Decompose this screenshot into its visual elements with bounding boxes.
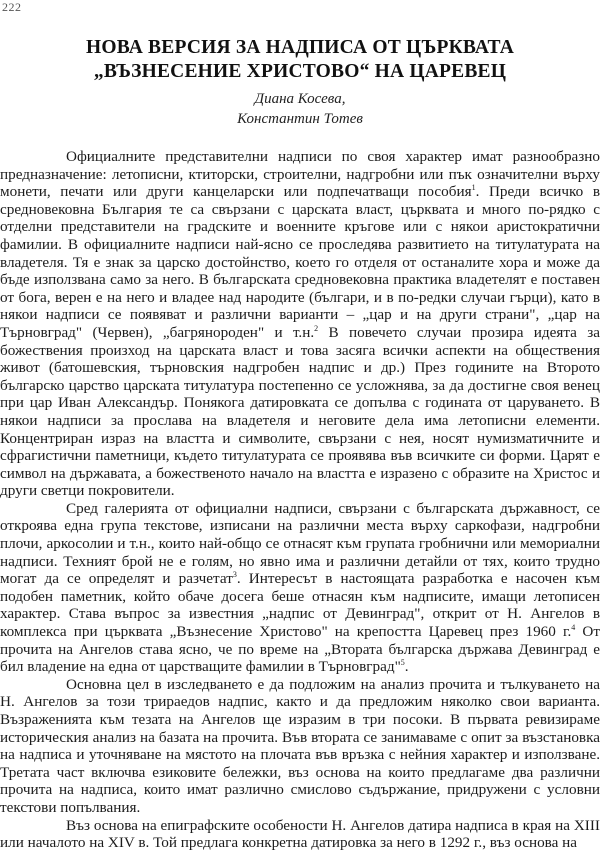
paragraph-text: В повечето случаи прозира идеята за божествения произход на царската власт и това засяга всички аспекти на обществения живот (батошевския, търновския надгробен надпис и др.) През годините на Второто българско царство царската титулатура постепенно се усложнява, за да достигне своя венец при цар Иван Александър. Понякога датировката се допълва с годината от царуването. В някои надписи за прослава на владетеля и неговите дела има летописни елементи. Концентриран израз на властта и символите, свързани с нея, носят нумизматичните и сфрагистични паметници, където титулатурата се проявява във всичките си форми. Царят е символ на държавата, а божественото начало на властта е изразено с образите на Христос и други светци покровители. [0,323,600,500]
author-1: Диана Косева, [254,91,346,107]
paragraph-text: От прочита на Ангелов става ясно, че по време на „Втората българска държава Девинград е бил владение на една от царстващите фамилии в Търновград" [0,623,600,676]
author-2: Константин Тотев [237,111,363,127]
paragraph-text: . Преди всичко в средновековна България те са свързани с царската власт, църквата и много по-рядко с отделни представители на градските и военните кръгове или с някои аристократични фамилии. В официалните надписи най-ясно се проследява развитието на титулатурата на владетеля. Тя е знак за царско достойнство, което го отделя от останалите хора и може да бъде използвана само за него. В българската средновековна практика владетелят е поставен от бога, верен е на него и владее над народите (българи, и в по-редки случаи гърци), като в някои надписи се появяват и различни варианти – „цар и на други страни", „цар на Търновград" (Червен), „багрянороден" и т.н. [0,183,600,341]
footnote-ref[interactable]: 2 [314,323,319,333]
article-title-line-1: НОВА ВЕРСИЯ ЗА НАДПИСА ОТ ЦЪРКВАТА [85,37,514,58]
page-number: 222 [2,0,22,14]
paragraph-text: . Интересът в настоящата разработка е насочен към подобен паметник, който обаче досега беше отнасян към надписите, имащи летописен характер. Става въпрос за известния „надпис от Девинград", открит от Н. Ангелов в комплекса при църквата „Възнесение Христово" на крепостта Царевец през 1960 г. [0,570,600,641]
paragraph-text: Въз основа на епиграфските особености Н. Ангелов датира надписа в края на XIII или началото на XIV в. Той предлага конкретна датировка за него в 1292 г., въз основа на [0,816,600,852]
paragraph-text: Официалните представителни надписи по своя характер имат разнообразно предназначение: летописни, ктиторски, строителни, надгробни или пък означителни върху монети, печати или други канцеларски или подпечатващи пособия [0,148,600,201]
article-title-line-2: „ВЪЗНЕСЕНИЕ ХРИСТОВО“ НА ЦАРЕВЕЦ [93,61,507,82]
paragraph-2 [0,500,600,676]
paragraph-4 [0,817,600,852]
article-body [0,148,600,852]
footnote-ref[interactable]: 1 [471,183,476,193]
paragraph-text: . [404,658,409,676]
paragraph-3 [0,676,600,817]
paragraph-text: Основна цел в изследването е да подложим на анализ прочита и тълкуването на Н. Ангелов за този трираедов надпис, както и да предложим няколко свои варианта. Възраженията към тезата на Ангелов ще изразим в три посоки. В първата ревизираме историческия анализ на базата на прочита. Във втората се занимаваме с опит за възстановка на надписа и уточняване на мястото на плочата във връзка с нейния характер и използване. Третата част включва езиковите бележки, въз основа на които предлагаме два различни прочита на надписа, които имат различно смислово съдържание, придружени с условни текстови попълвания. [0,675,600,816]
paragraph-1 [0,148,600,500]
footnote-ref[interactable]: 4 [571,623,576,633]
article-title [0,36,600,84]
paragraph-text: Сред галерията от официални надписи, свързани с българската държавност, се откроява една група текстове, изписани на различни места върху саркофази, надгробни плочи, аркосолии и т.н., които най-общо се отнасят към групата гробнични или мемориални надписи. Техният брой не е голям, но явно има и различни детайли от тях, които трудно могат да се определят и разчетат [0,499,600,588]
footnote-ref[interactable]: 3 [232,570,237,580]
authors [0,89,600,129]
footnote-ref[interactable]: 5 [400,658,405,668]
